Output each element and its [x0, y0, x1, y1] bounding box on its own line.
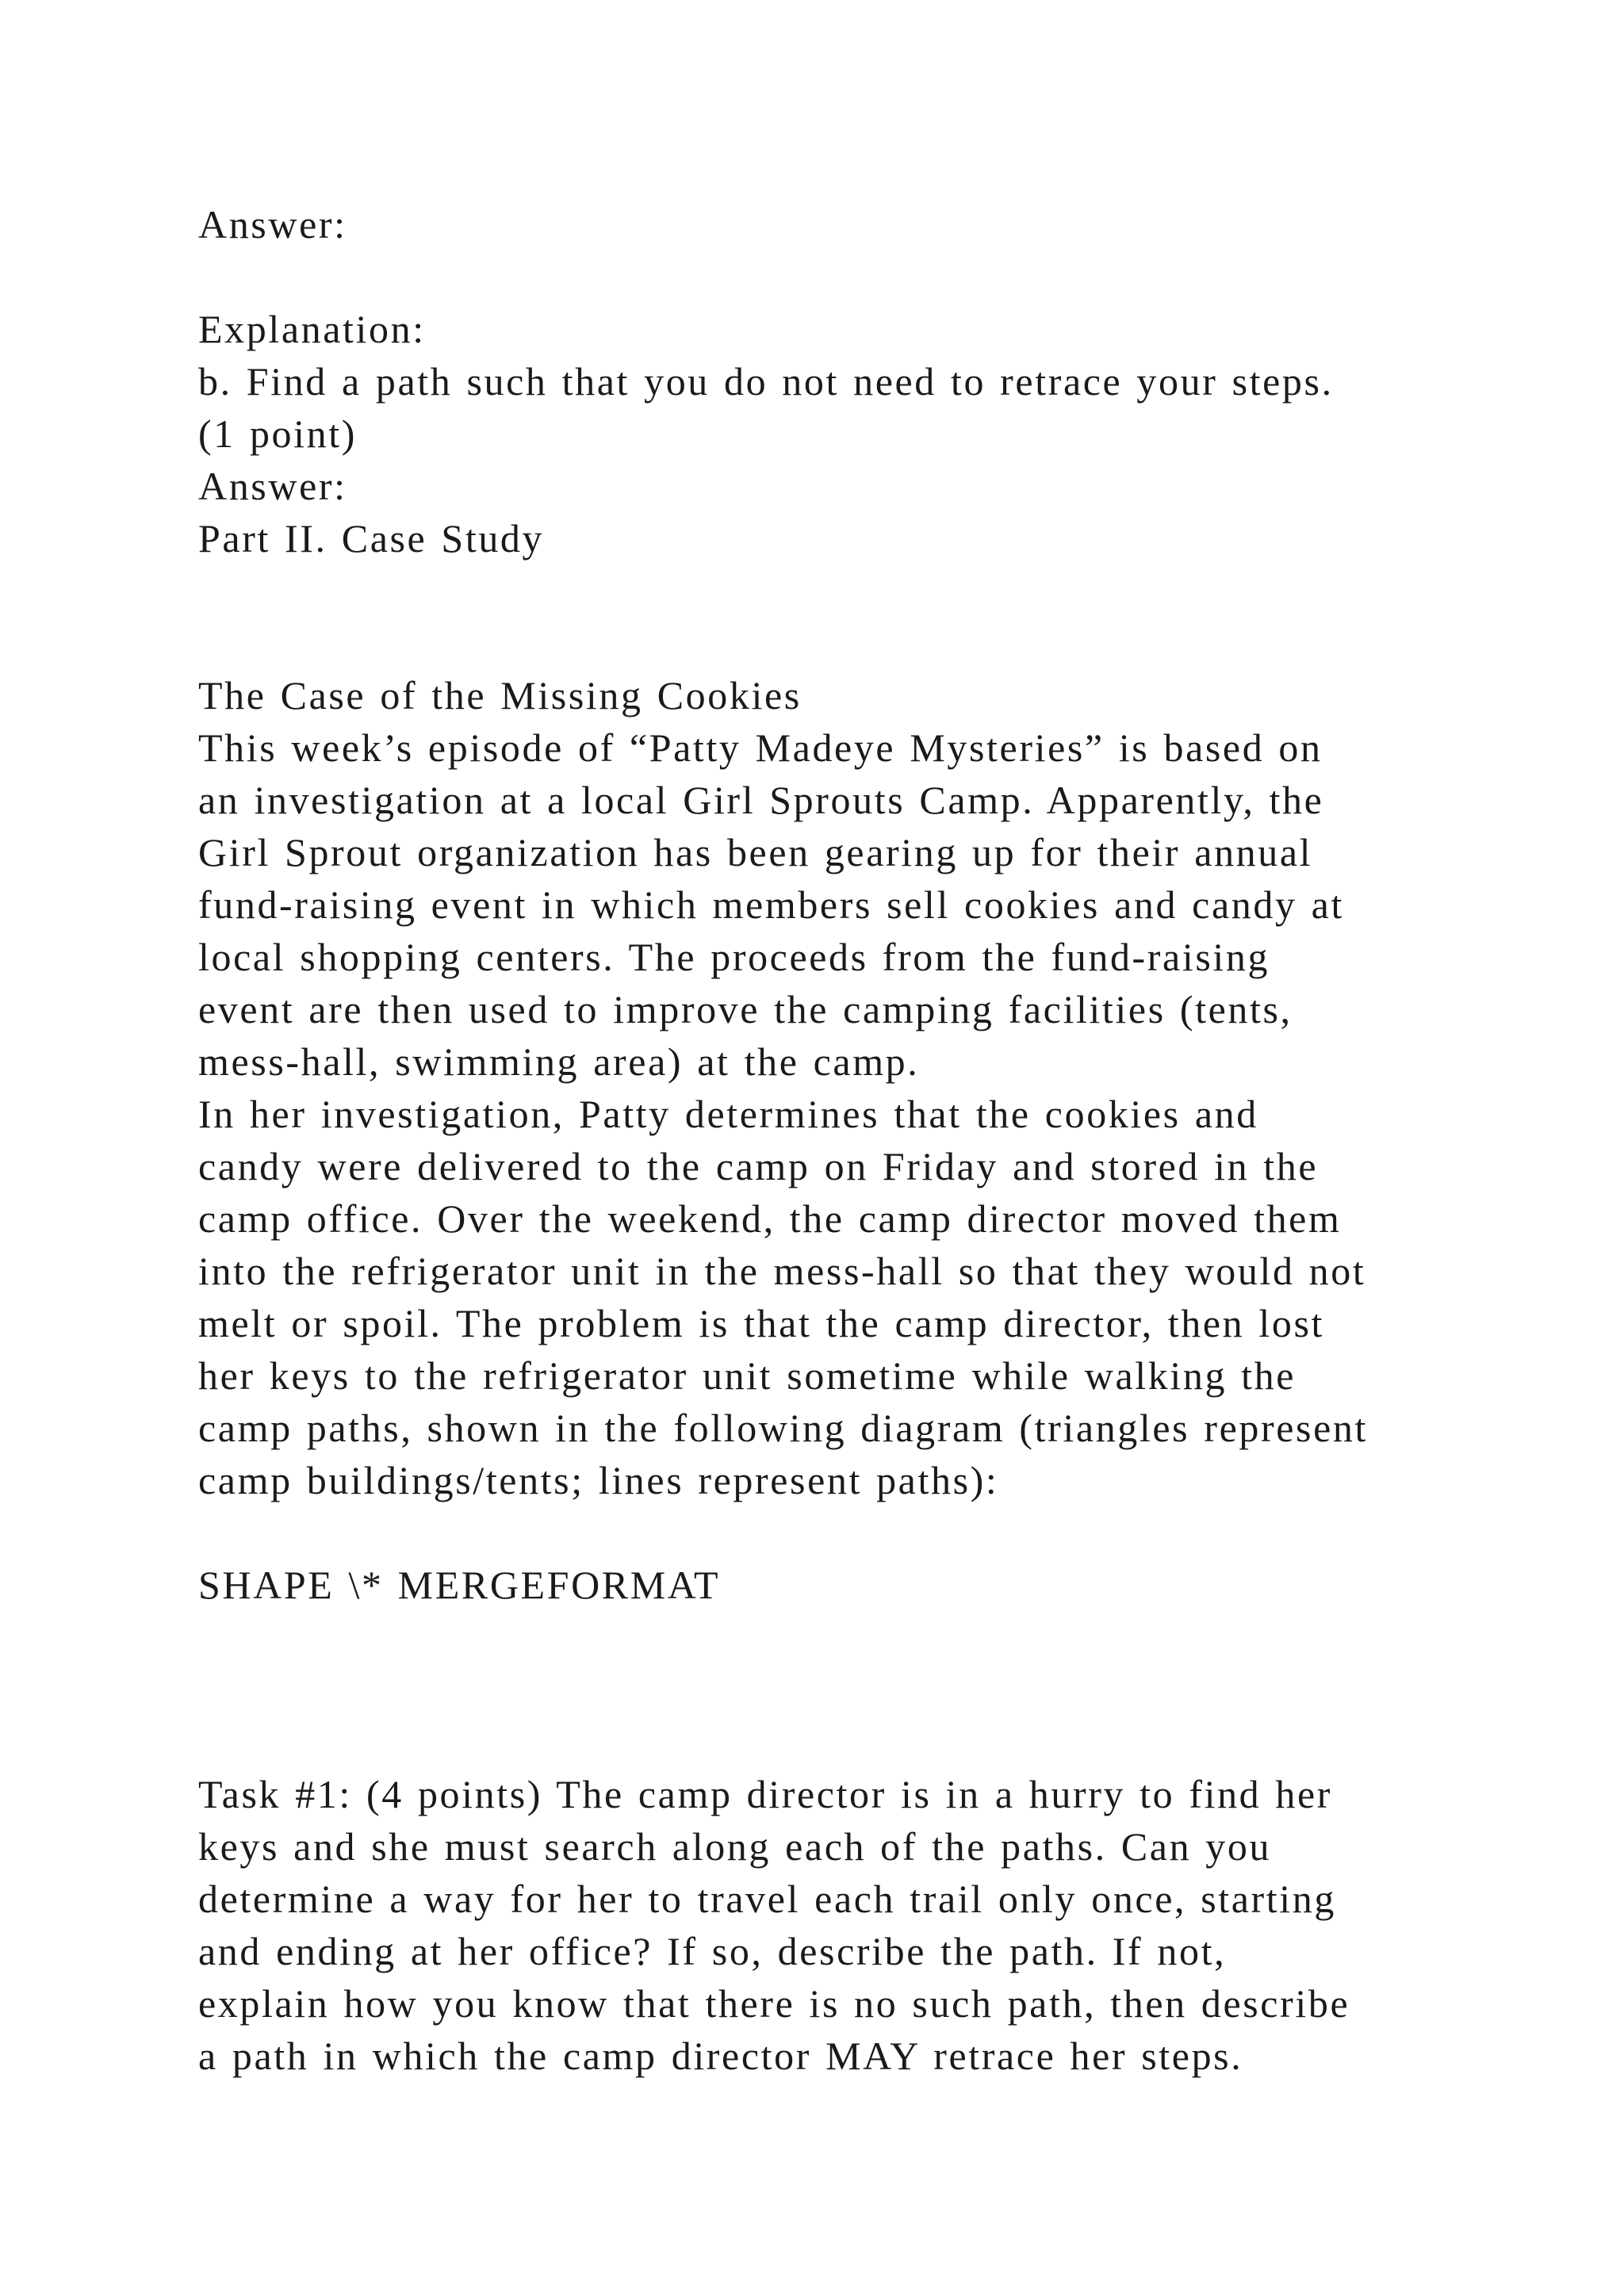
- case-title: The Case of the Missing Cookies: [198, 673, 802, 718]
- paragraph-1-line-2: an investigation at a local Girl Sprouts Camp. Apparently, the: [198, 778, 1324, 822]
- paragraph-1-line-6: event are then used to improve the camping facilities (tents,: [198, 987, 1293, 1031]
- paragraph-1-line-5: local shopping centers. The proceeds from the fund-raising: [198, 935, 1270, 979]
- answer-label-1: Answer:: [198, 202, 347, 247]
- paragraph-1-line-4: fund-raising event in which members sell cookies and candy at: [198, 882, 1344, 927]
- task-1-line-1: Task #1: (4 points) The camp director is in a hurry to find her: [198, 1772, 1333, 1816]
- question-b-points: (1 point): [198, 411, 357, 456]
- paragraph-1-line-3: Girl Sprout organization has been gearing up for their annual: [198, 830, 1313, 874]
- section-heading-part-ii: Part II. Case Study: [198, 516, 545, 561]
- paragraph-1-line-7: mess-hall, swimming area) at the camp.: [198, 1039, 920, 1084]
- task-1-line-2: keys and she must search along each of the paths. Can you: [198, 1824, 1272, 1869]
- paragraph-2-line-5: melt or spoil. The problem is that the camp director, then lost: [198, 1301, 1324, 1345]
- paragraph-1-line-1: This week’s episode of “Patty Madeye Mysteries” is based on: [198, 725, 1323, 770]
- question-b-text: b. Find a path such that you do not need to retrace your steps.: [198, 359, 1334, 404]
- paragraph-2-line-2: candy were delivered to the camp on Friday and stored in the: [198, 1144, 1319, 1188]
- explanation-label: Explanation:: [198, 307, 426, 351]
- paragraph-2-line-1: In her investigation, Patty determines that the cookies and: [198, 1092, 1258, 1136]
- paragraph-2-line-4: into the refrigerator unit in the mess-hall so that they would not: [198, 1249, 1366, 1293]
- paragraph-2-line-8: camp buildings/tents; lines represent paths):: [198, 1458, 999, 1502]
- task-1-line-3: determine a way for her to travel each trail only once, starting: [198, 1877, 1336, 1921]
- task-1-line-6: a path in which the camp director MAY retrace her steps.: [198, 2034, 1243, 2078]
- task-1-line-5: explain how you know that there is no such path, then describe: [198, 1981, 1350, 2026]
- paragraph-2-line-3: camp office. Over the weekend, the camp director moved them: [198, 1196, 1342, 1241]
- task-1-line-4: and ending at her office? If so, describe the path. If not,: [198, 1929, 1227, 1973]
- answer-label-2: Answer:: [198, 464, 347, 508]
- paragraph-2-line-7: camp paths, shown in the following diagram (triangles represent: [198, 1406, 1368, 1450]
- shape-field-code: SHAPE \* MERGEFORMAT: [198, 1563, 721, 1607]
- paragraph-2-line-6: her keys to the refrigerator unit sometime while walking the: [198, 1353, 1297, 1398]
